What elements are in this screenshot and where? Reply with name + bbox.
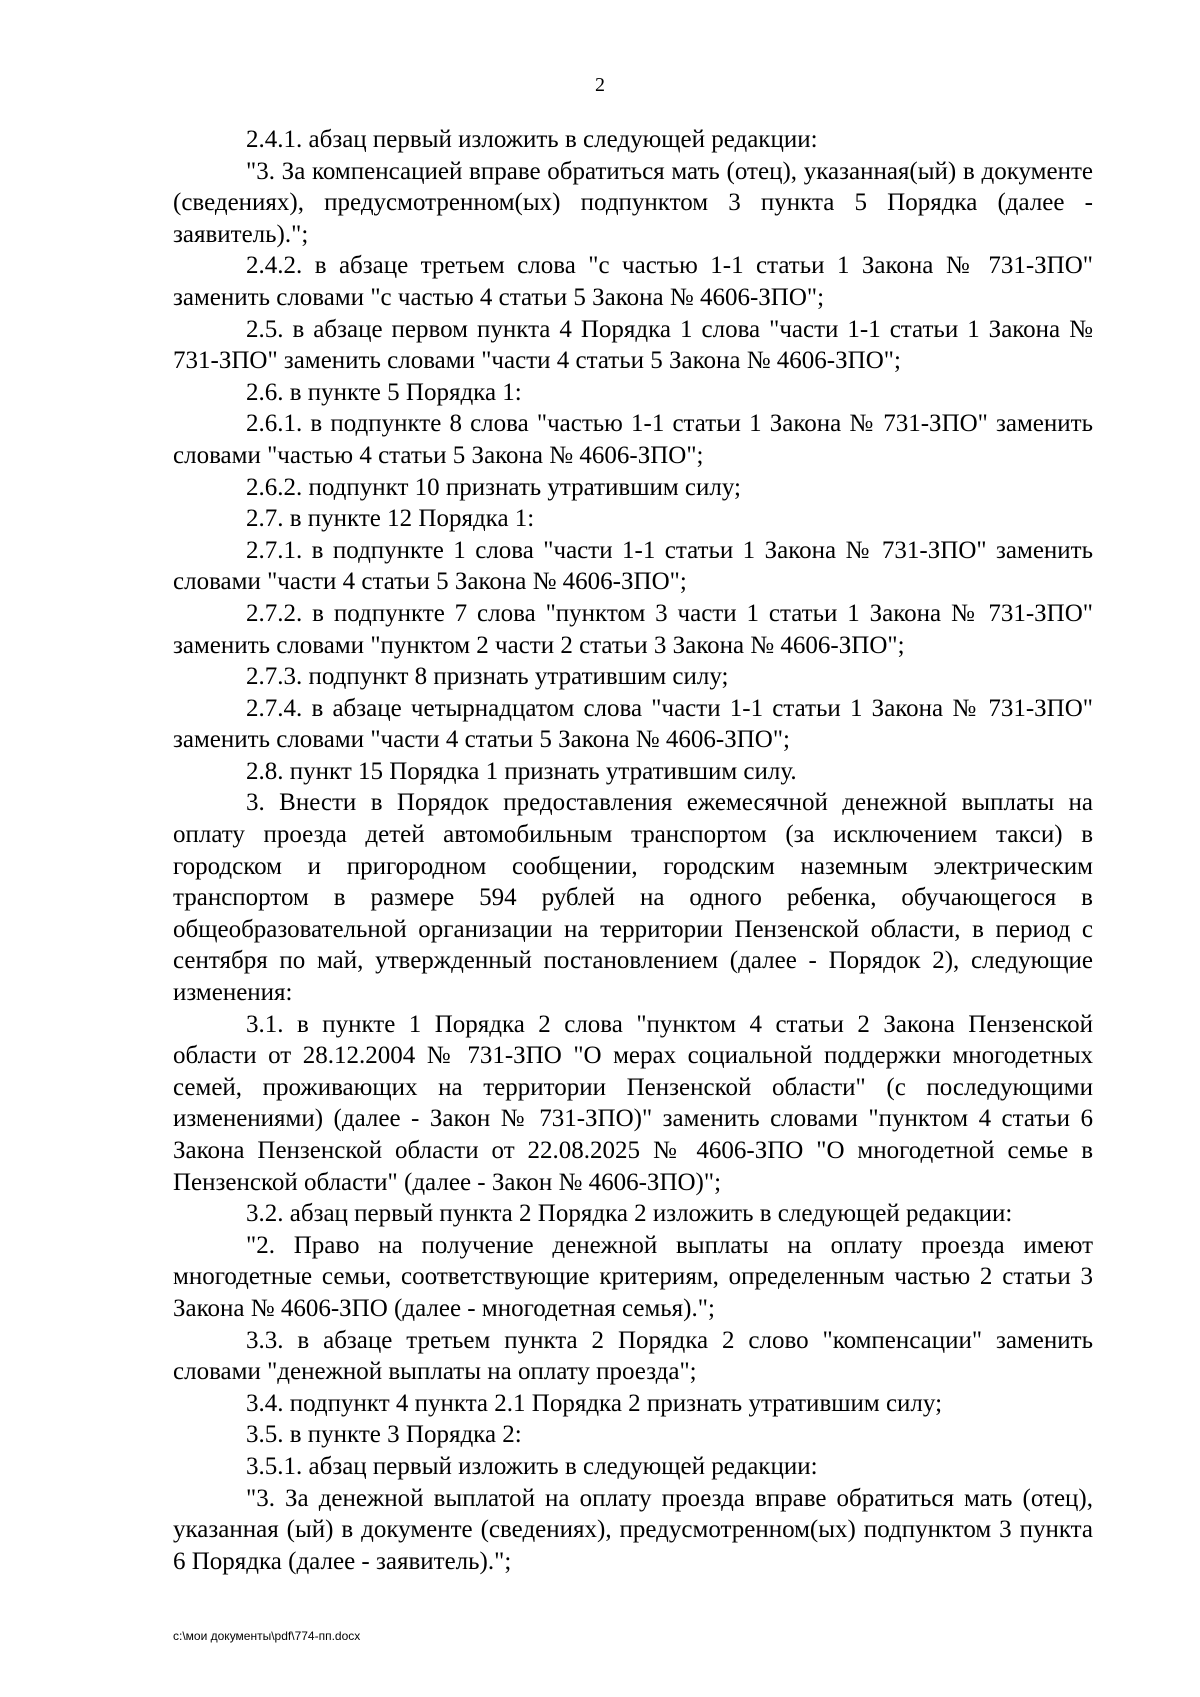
paragraph: 2.4.1. абзац первый изложить в следующей редакции: [246, 126, 818, 153]
paragraph: 2.6. в пункте 5 Порядка 1: [246, 378, 522, 406]
paragraph: "3. За компенсацией вправе обратиться мать (отец), указанная(ый) в документе (сведениях), предусмотренном(ых) подпунктом 3 пункта 5 Порядка (далее - заявитель)."; [173, 157, 1093, 248]
paragraph: 2.7.4. в абзаце четырнадцатом слова "части 1-1 статьи 1 Закона № 731-ЗПО" заменить словами "части 4 статьи 5 Закона № 4606-ЗПО"; [173, 694, 1093, 754]
page-number: 2 [595, 74, 605, 96]
paragraph: 2.4.2. в абзаце третьем слова "с частью 1-1 статьи 1 Закона № 731-ЗПО" заменить словами "с частью 4 статьи 5 Закона № 4606-ЗПО"; [173, 252, 1093, 311]
paragraph: 2.5. в абзаце первом пункта 4 Порядка 1 слова "части 1-1 статьи 1 Закона № 731-ЗПО" заменить словами "части 4 статьи 5 Закона № 4606-ЗПО"; [173, 315, 1093, 375]
paragraph: 3.3. в абзаце третьем пункта 2 Порядка 2 слово "компенсации" заменить словами "денежной выплаты на оплату проезда"; [173, 1326, 1093, 1386]
paragraph: 3. Внести в Порядок предоставления ежемесячной денежной выплаты на оплату проезда детей автомобильным транспортом (за исключением такси) в городском и пригородном сообщении, городским наземным электрическим транспортом в размере 594 рублей на одного ребенка, обучающегося в общеобразовательной организации на территории Пензенской области, в период с сентября по май, утвержденный постановлением (далее - Порядок 2), следующие изменения: [173, 789, 1093, 1007]
paragraph: 3.4. подпункт 4 пункта 2.1 Порядка 2 признать утратившим силу; [246, 1389, 943, 1417]
paragraph: 3.5. в пункте 3 Порядка 2: [246, 1421, 522, 1449]
document-body [173, 124, 1093, 1577]
paragraph: 2.7. в пункте 12 Порядка 1: [246, 505, 535, 533]
paragraph: 2.8. пункт 15 Порядка 1 признать утратившим силу. [246, 757, 797, 785]
paragraph: 2.6.2. подпункт 10 признать утратившим силу; [246, 473, 741, 501]
paragraph: 2.7.1. в подпункте 1 слова "части 1-1 статьи 1 Закона № 731-ЗПО" заменить словами "части 4 статьи 5 Закона № 4606-ЗПО"; [173, 536, 1093, 596]
paragraph: 2.7.3. подпункт 8 признать утратившим силу; [246, 663, 729, 691]
paragraph: "3. За денежной выплатой на оплату проезда вправе обратиться мать (отец), указанная (ый) в документе (сведениях), предусмотренном(ых) подпунктом 3 пункта 6 Порядка (далее - заявитель)."; [173, 1484, 1093, 1575]
paragraph: 3.5.1. абзац первый изложить в следующей редакции: [246, 1452, 818, 1480]
paragraph: 3.2. абзац первый пункта 2 Порядка 2 изложить в следующей редакции: [246, 1200, 1013, 1228]
paragraph: 2.7.2. в подпункте 7 слова "пунктом 3 части 1 статьи 1 Закона № 731-ЗПО" заменить словами "пунктом 2 части 2 статьи 3 Закона № 4606-ЗПО"; [173, 599, 1093, 659]
paragraph: "2. Право на получение денежной выплаты на оплату проезда имеют многодетные семьи, соответствующие критериям, определенным частью 2 статьи 3 Закона № 4606-ЗПО (далее - многодетная семья)."; [173, 1231, 1093, 1322]
footer-file-path: c:\мои документы\pdf\774-пп.docx [173, 1629, 361, 1643]
paragraph: 2.6.1. в подпункте 8 слова "частью 1-1 статьи 1 Закона № 731-ЗПО" заменить словами "частью 4 статьи 5 Закона № 4606-ЗПО"; [173, 410, 1093, 469]
paragraph: 3.1. в пункте 1 Порядка 2 слова "пунктом 4 статьи 2 Закона Пензенской области от 28.12.2004 № 731-ЗПО "О мерах социальной поддержки многодетных семей, проживающих на территории Пензенской области" (с последующими изменениями) (далее - Закон № 731-ЗПО)" заменить словами "пунктом 4 статьи 6 Закона Пензенской области от 22.08.2025 № 4606-ЗПО "О многодетной семье в Пензенской области" (далее - Закон № 4606-ЗПО)"; [173, 1010, 1093, 1196]
